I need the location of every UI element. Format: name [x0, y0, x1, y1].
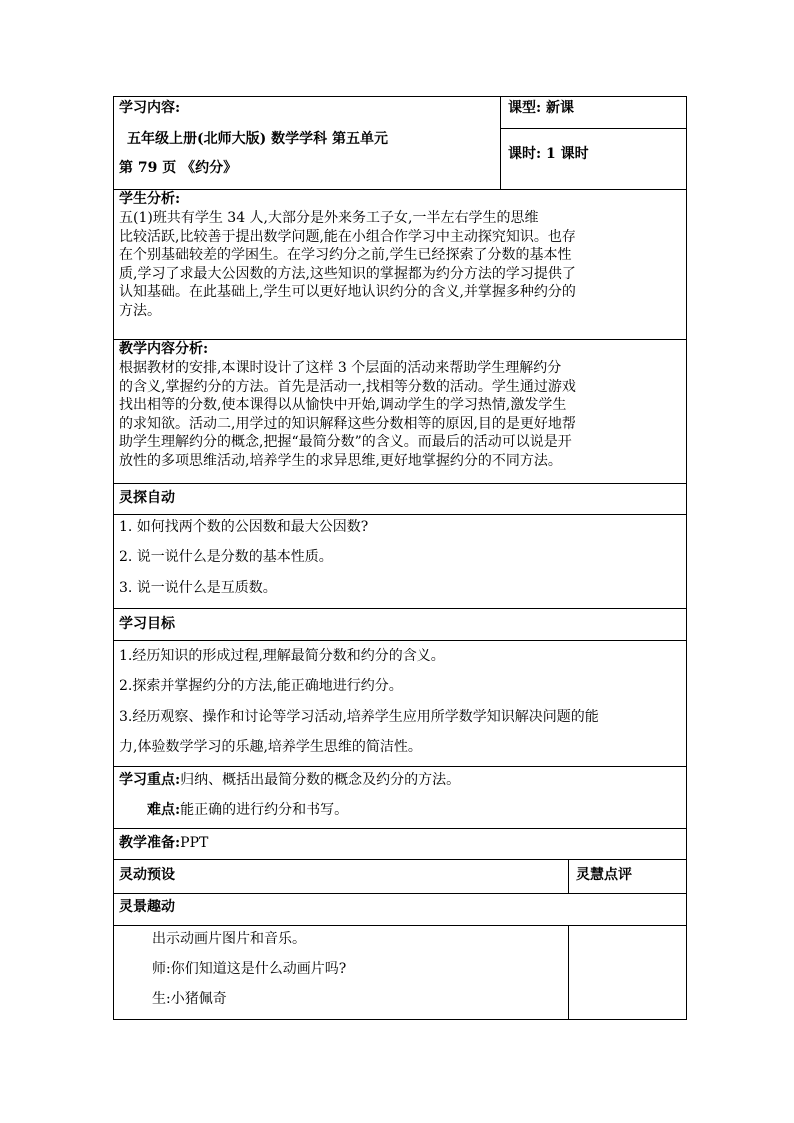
difficulty-label: 难点: [147, 802, 181, 818]
self-study-title: 灵探自动 [119, 490, 175, 506]
content-analysis-line: 的含义,掌握约分的方法。首先是活动一,找相等分数的活动。学生通过游戏 [119, 378, 576, 395]
objective-item: 力,体验数学学习的乐趣,培养学生思维的简洁性。 [119, 739, 422, 755]
student-analysis-title: 学生分析: [119, 191, 181, 207]
objectives-title: 学习目标 [119, 616, 175, 632]
objective-item: 3.经历观察、操作和讨论等学习活动,培养学生应用所学数学知识解决问题的能 [119, 709, 599, 725]
key-points-text: 归纳、概括出最简分数的概念及约分的方法。 [180, 772, 461, 788]
content-label: 学习内容: [119, 100, 181, 116]
plan-line: 生:小猪佩奇 [152, 991, 227, 1007]
rule-section-bottom [113, 925, 687, 926]
preparation-value: PPT [180, 835, 209, 851]
rule-selfstudy-bottom [113, 608, 687, 609]
content-analysis-line: 助学生理解约分的概念,把握“最简分数”的含义。而最后的活动可以说是开 [119, 434, 572, 450]
difficulty-text: 能正确的进行约分和书写。 [180, 802, 349, 818]
student-analysis-body [119, 209, 576, 320]
rule-prep-bottom [113, 859, 687, 860]
rule-plan-header-split [568, 859, 569, 893]
content-analysis-line: 的求知欲。活动二,用学过的知识解释这些分数相等的原因,目的是更好地帮 [119, 415, 576, 432]
plan-col-preset: 灵动预设 [119, 867, 175, 883]
rule-plan-body-split [568, 925, 569, 1020]
content-analysis-line: 根据教材的安排,本课时设计了这样 3 个层面的活动来帮助学生理解约分 [119, 360, 562, 376]
plan-col-comment: 灵慧点评 [576, 867, 632, 883]
course-type: 课型: 新课 [508, 100, 575, 116]
content-analysis-line: 找出相等的分数,使本课得以从愉快中开始,调动学生的学习热情,激发学生 [119, 397, 567, 413]
plan-line: 师:你们知道这是什么动画片吗? [152, 961, 347, 977]
content-line-2: 第 79 页 《约分》 [119, 160, 238, 176]
rule-plan-header-bottom [113, 893, 687, 894]
student-analysis-line: 五(1)班共有学生 34 人,大部分是外来务工子女,一半左右学生的思维 [119, 210, 539, 226]
self-study-item: 1. 如何找两个数的公因数和最大公因数? [119, 519, 369, 535]
plan-line: 出示动画片图片和音乐。 [152, 931, 306, 947]
rule-header-split [500, 96, 501, 189]
rule-selfstudy-title [113, 514, 687, 515]
preparation-label: 教学准备: [119, 835, 181, 851]
rule-content-bottom [113, 483, 687, 484]
plan-section-title: 灵景趣动 [119, 899, 175, 915]
student-analysis-line: 在个别基础较差的学困生。在学习约分之前,学生已经探索了分数的基本性 [119, 247, 572, 263]
content-analysis-body [119, 359, 576, 470]
content-line-1: 五年级上册(北师大版) 数学学科 第五单元 [127, 131, 388, 147]
key-points-row [119, 772, 460, 788]
student-analysis-line: 质,学习了求最大公因数的方法,这些知识的掌握都为约分方法的学习提供了 [119, 265, 576, 282]
rule-student-bottom [113, 339, 687, 340]
self-study-item: 2. 说一说什么是分数的基本性质。 [119, 549, 333, 565]
student-analysis-line: 方法。 [119, 302, 161, 319]
rule-objectives-title [113, 640, 687, 641]
objective-item: 1.经历知识的形成过程,理解最简分数和约分的含义。 [119, 648, 445, 664]
course-hours: 课时: 1 课时 [508, 146, 589, 162]
content-analysis-line: 放性的多项思维活动,培养学生的求异思维,更好地掌握约分的不同方法。 [119, 452, 562, 469]
difficulty-row [147, 802, 348, 818]
objective-item: 2.探索并掌握约分的方法,能正确地进行约分。 [119, 678, 403, 694]
preparation-row [119, 835, 208, 851]
rule-keypoints-bottom [113, 828, 687, 829]
self-study-item: 3. 说一说什么是互质数。 [119, 580, 277, 596]
rule-type-hours [500, 128, 686, 129]
rule-objectives-bottom [113, 766, 687, 767]
key-points-label: 学习重点: [119, 772, 181, 788]
rule-header-bottom [113, 189, 687, 190]
student-analysis-line: 比较活跃,比较善于提出数学问题,能在小组合作学习中主动探究知识。也存 [119, 228, 576, 245]
content-analysis-title: 教学内容分析: [119, 341, 209, 357]
student-analysis-line: 认知基础。在此基础上,学生可以更好地认识约分的含义,并掌握多种约分的 [119, 284, 576, 300]
